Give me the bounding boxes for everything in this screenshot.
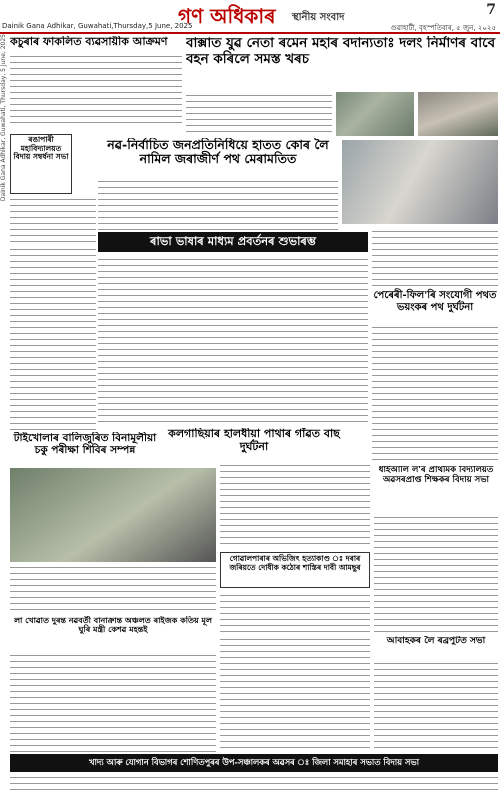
headline: আবাহকৰ লৈ ৰব্ৰপুটত সভা — [386, 636, 486, 646]
dateline-english: Dainik Gana Adhikar, Guwahati,Thursday,5 June, 2025 — [2, 22, 193, 30]
article-a5-headline: ৰাভা ভাষাৰ মাধ্যম প্ৰবৰ্তনৰ শুভাৰম্ভ — [98, 232, 368, 252]
article-body — [10, 53, 182, 128]
article-photo — [342, 140, 498, 224]
article-photo — [418, 92, 498, 136]
article-body — [372, 324, 498, 464]
headline: গোৱালপাৰাৰ অভিজিৎ হত্যাকাণ্ড ঃ দৰাৰ জৰিয়তে দোষীক কঠোৰ শাস্তিৰ দাবী আমছুৰ — [229, 554, 361, 572]
article-body — [220, 592, 370, 632]
article-body — [372, 228, 498, 288]
newspaper-logo: গণ অধিকাৰ — [178, 4, 276, 28]
article-a12 — [374, 636, 498, 658]
page-number: 7 — [486, 2, 496, 18]
headline: লা খোৱাত দুৰন্ত নৱবৰ্তী বানাক্ৰান্ত অঞ্চলত ৰাইজক কতিয় মূল ঘুৰি মন্ত্ৰী কেশৱ মহন্তই — [14, 616, 212, 635]
article-a9 — [374, 466, 498, 512]
article-body — [374, 660, 498, 752]
article-a11 — [10, 616, 216, 650]
side-strip: Dainik Gana Adhikar, Guwahati, Thursday, 5 June, 2025 — [0, 34, 7, 202]
headline: ৰঙাপাৰী মহাবিদ্যালয়ত বিদায় সম্বৰ্ধনা সভা — [13, 135, 69, 162]
article-a4 — [98, 138, 338, 176]
article-body — [374, 514, 498, 634]
article-a3 — [10, 134, 72, 194]
masthead — [0, 0, 500, 34]
headline: টাইখোলাৰ বালিজুৰিত বিনামূলীয়া চকু পৰীক্ষা শিবিৰ সম্পন্ন — [13, 432, 157, 457]
headline: বাক্সাত যুৱ নেতা ৰমেন মহাৰ বদান্যতাঃ দলং নিৰ্মাণৰ বাবে বহন কৰিলে সমস্ত খৰচ — [186, 36, 496, 67]
article-body — [186, 92, 332, 136]
article-photo — [10, 468, 216, 562]
article-a6 — [372, 228, 498, 322]
headline: কচুৰাৰ ফাকলিত ব্যৱসায়ীক আক্ৰমণ — [10, 36, 168, 48]
article-body — [10, 774, 498, 791]
headline: পেৰেৰী-ফিল'ৰি সংযোগী পথত ভয়ংকৰ পথ দুৰ্ঘটনা — [373, 290, 497, 313]
article-a2 — [186, 36, 498, 92]
article-body — [98, 178, 338, 230]
section-label: স্থানীয় সংবাদ — [292, 12, 345, 23]
article-a8 — [164, 428, 344, 462]
article-body — [220, 636, 370, 752]
article-a10 — [220, 552, 370, 588]
article-body — [10, 196, 96, 242]
article-a7 — [10, 432, 160, 466]
article-a13-headline: খাদ্য আৰু যোগান বিভাগৰ শোণিতপুৰৰ উপ-সঞ্চালকৰ অৱসৰ ঃ জিলা সমাহাৰ সভাত বিদায় সভা — [10, 754, 498, 772]
article-photo — [336, 92, 414, 136]
headline: নৱ-নিৰ্বাচিত জনপ্ৰতিনিধিয়ে হাতত কোৰ লৈ নামিল জৰাজীৰ্ণ পথ মেৰামতিত — [107, 138, 329, 167]
article-body — [10, 564, 216, 614]
headline: ধাইআলি ল'ৰ প্ৰাথমিক বিদ্যালয়ত অৱসৰপ্ৰাপ্ত শিক্ষকৰ বিদায় সভা — [378, 466, 494, 485]
dateline-assamese: গুৱাহাটী, বৃহস্পতিবাৰ, ৫ জুন, ২০২৫ — [390, 24, 496, 32]
article-body — [98, 256, 368, 426]
headline: কলগাছিয়াৰ হালধীয়া পাথাৰ গাঁৱত বাছ দুৰ্ঘটনা — [168, 428, 340, 453]
article-body — [220, 462, 370, 548]
article-body — [10, 246, 96, 430]
article-body — [10, 652, 216, 752]
article-a1 — [10, 36, 182, 131]
